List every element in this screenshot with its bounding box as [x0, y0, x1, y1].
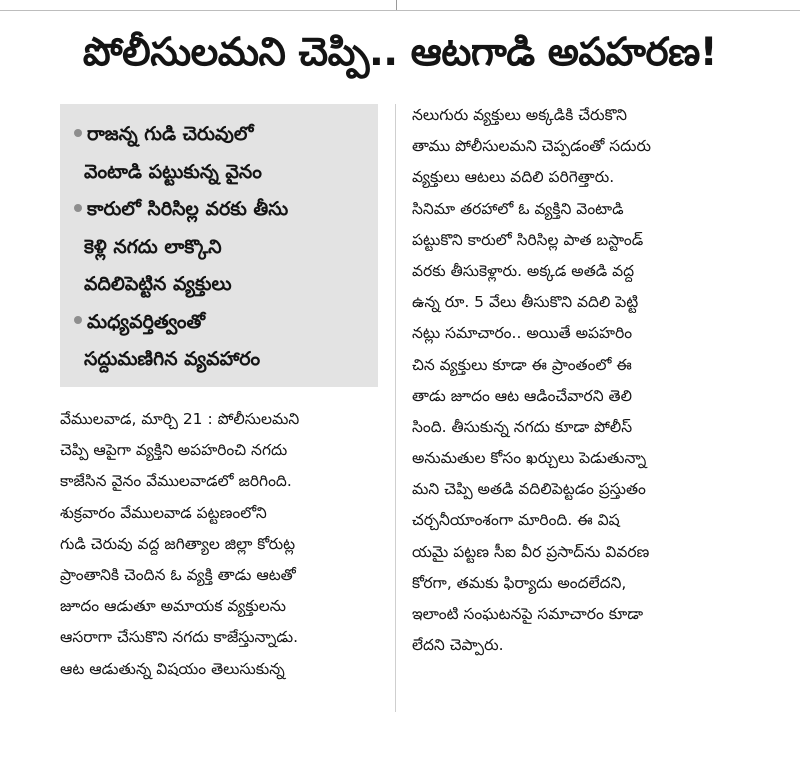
highlight-line: [74, 341, 368, 379]
body-text-line: చర్చనీయాంశంగా మారింది. ఈ విష: [412, 511, 620, 530]
body-text-line: ప్రాంతానికి చెందిన ఓ వ్యక్తి తాడు ఆటతో: [60, 565, 296, 584]
body-text-line: మని చెప్పి అతడి వదిలిపెట్టడం ప్రస్తుతం: [412, 480, 646, 499]
headline: పోలీసులమని చెప్పి.. ఆటగాడి అపహరణ!: [82, 30, 718, 75]
bullet-dot-icon: [74, 204, 82, 212]
highlight-text: కారులో సిరిసిల్ల వరకు తీసు: [87, 198, 289, 220]
article-column-left: [60, 404, 390, 685]
body-text-line: కోరగా, తమకు ఫిర్యాదు అందలేదని,: [412, 573, 627, 592]
highlight-box: [60, 104, 378, 387]
top-rule: [0, 0, 800, 11]
highlight-text: కెళ్లి నగదు లాక్కొని: [84, 235, 222, 258]
article-column-right: [412, 100, 752, 661]
body-text-line: లేదని చెప్పారు.: [412, 636, 504, 655]
body-text-line: పట్టుకొని కారులో సిరిసిల్ల పాత బస్టాండ్: [412, 230, 644, 249]
highlight-text: సద్దుమణిగిన వ్యవహారం: [84, 348, 261, 370]
bullet-dot-icon: [74, 316, 82, 324]
highlight-text: మధ్యవర్తిత్వంతో: [87, 310, 206, 333]
body-text-line: నలుగురు వ్యక్తులు అక్కడికి చేరుకొని: [412, 106, 628, 124]
body-text-line: యమై పట్టణ సీఐ వీర ప్రసాద్‌ను వివరణ: [412, 542, 650, 561]
highlight-line: [74, 116, 368, 154]
body-text-line: చెప్పి ఆపైగా వ్యక్తిని అపహరించి నగదు: [60, 441, 288, 460]
highlight-line: [74, 154, 368, 192]
highlight-line: [74, 229, 368, 267]
top-rule-tick: [396, 0, 397, 10]
body-text-line: వ్యక్తులు ఆటలు వదిలి పరిగెత్తారు.: [412, 168, 615, 187]
body-text-line: కాజేసిన వైనం వేములవాడలో జరిగింది.: [60, 472, 292, 491]
body-text-line: అనుమతుల కోసం ఖర్చులు పెడుతున్నా: [412, 449, 647, 468]
highlight-line: [74, 304, 368, 342]
highlight-text: వెంటాడి పట్టుకున్న వైనం: [84, 160, 262, 183]
body-text-line: ఆట ఆడుతున్న విషయం తెలుసుకున్న: [60, 659, 285, 678]
highlight-line: [74, 191, 368, 229]
body-text-line: సింది. తీసుకున్న నగదు కూడా పోలీస్: [412, 417, 633, 436]
body-text-line: ఆసరాగా చేసుకొని నగదు కాజేస్తున్నాడు.: [60, 628, 299, 647]
body-text-line: సినిమా తరహాలో ఓ వ్యక్తిని వెంటాడి: [412, 199, 624, 218]
highlight-line: [74, 266, 368, 304]
body-text-line: చిన వ్యక్తులు కూడా ఈ ప్రాంతంలో ఈ: [412, 355, 632, 374]
body-text-line: వేములవాడ, మార్చి 21 : పోలీసులమని: [60, 410, 300, 428]
body-text-line: వరకు తీసుకెళ్లారు. అక్కడ అతడి వద్ద: [412, 261, 635, 280]
column-divider: [395, 104, 396, 712]
highlight-text: వదిలిపెట్టిన వ్యక్తులు: [84, 273, 232, 295]
body-text-line: తాము పోలీసులమని చెప్పడంతో సదురు: [412, 137, 652, 156]
body-text-line: గుడి చెరువు వద్ద జగిత్యాల జిల్లా కోరుట్ల: [60, 534, 296, 553]
bullet-dot-icon: [74, 129, 82, 137]
body-text-line: శుక్రవారం వేములవాడ పట్టణంలోని: [60, 503, 267, 522]
highlight-text: రాజన్న గుడి చెరువులో: [87, 123, 254, 145]
body-text-line: జూదం ఆడుతూ అమాయక వ్యక్తులను: [60, 597, 287, 616]
body-text-line: ఉన్న రూ. 5 వేలు తీసుకొని వదిలి పెట్టి: [412, 293, 639, 312]
body-text-line: నట్లు సమాచారం.. అయితే అపహరిం: [412, 324, 633, 343]
body-text-line: ఇలాంటి సంఘటనపై సమాచారం కూడా: [412, 605, 644, 623]
body-text-line: తాడు జూదం ఆట ఆడించేవారని తెలి: [412, 386, 632, 405]
